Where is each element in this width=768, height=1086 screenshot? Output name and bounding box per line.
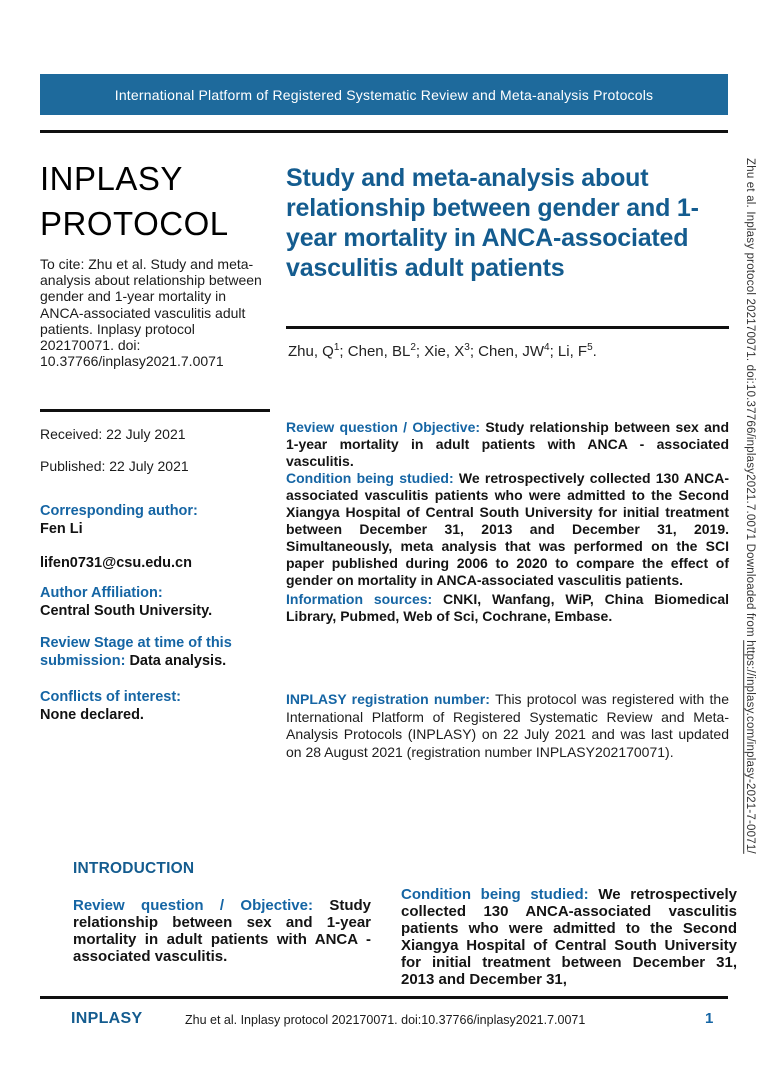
published-date: Published: 22 July 2021 [40,458,189,474]
introduction-condition-paragraph [401,886,737,988]
review-stage-value: Data analysis. [129,653,227,669]
divider-footer [40,996,728,999]
condition-paragraph [286,470,729,589]
sidebar-vertical-text: Zhu et al. Inplasy protocol 202170071. doi:10.37766/inplasy2021.7.0071 Downloaded from [744,158,756,641]
review-question-text: Study relationship between sex and 1-year mortality in adult patients with ANCA - associated vasculitis. [286,419,729,469]
introduction-condition-label: Condition being studied: [401,886,599,903]
introduction-right-column [401,886,737,988]
left-column [40,156,270,796]
review-question-label: Review question / Objective: [286,419,486,435]
condition-text: We retrospectively collected 130 ANCA-associated vasculitis patients who were admitted to the Second Xiangya Hospital of Central South University for initial treatment between December 31, 2013 and December 31, 2019. Simultaneously, meta analysis that was performed on the SCI paper published during 2006 to 2020 to compare the effect of gender on mortality in ANCA-associated vasculitis patients. [286,470,729,588]
corresponding-author-value: Fen Li [40,521,83,537]
conflicts-label: Conflicts of interest: [40,689,181,705]
corresponding-author-block [40,502,270,538]
sidebar-vertical-link[interactable]: https://inplasy.com/inplasy-2021-7-0071/ [744,640,756,854]
information-sources-text: CNKI, Wanfang, WiP, China Biomedical Library, Pubmed, Web of Sci, Cochrane, Embase. [286,591,729,624]
email-block [40,554,270,572]
divider-title [286,326,729,329]
conflicts-value: None declared. [40,707,144,723]
divider-left-column [40,409,270,412]
received-date: Received: 22 July 2021 [40,426,186,442]
masthead-logo [40,156,229,246]
conflicts-block [40,688,270,724]
authors-line: Zhu, $Q^1$; Chen, $BL^2$; Xie, $X^3$; Chen, $JW^4$; Li, $F^5$. [288,342,597,360]
introduction-review-question-text: Study relationship between sex and 1-year mortality in adult patients with ANCA - associated vasculitis. [73,897,371,965]
review-question-paragraph [286,419,729,470]
registration-text: This protocol was registered with the International Platform of Registered Systematic Review and Meta-Analysis Protocols (INPLASY) on 22 July 2021 and was last updated on 28 August 2021 (registration number INPLASY202170071). [286,691,729,760]
sidebar-vertical-note [744,158,756,1063]
article-title: Study and meta-analysis about relationship between gender and 1-year mortality in ANCA-associated vasculitis adult patients [286,164,699,282]
email-value: lifen0731@csu.edu.cn [40,555,192,571]
review-stage-block [40,634,270,670]
information-sources-label: Information sources: [286,591,444,607]
information-sources-paragraph [286,591,729,625]
affiliation-value: Central South University. [40,603,213,619]
corresponding-author-label: Corresponding author: [40,503,198,519]
condition-label: Condition being studied: [286,470,459,486]
introduction-heading: INTRODUCTION [73,860,195,877]
registration-label: INPLASY registration number: [286,691,496,707]
footer-logo: INPLASY [71,1010,143,1027]
masthead-line2: PROTOCOL [40,205,229,242]
abstract-body [286,419,729,625]
masthead-line1: INPLASY [40,160,183,197]
platform-banner-text: International Platform of Registered Systematic Review and Meta-analysis Protocols [114,86,654,103]
platform-banner [40,74,728,115]
introduction-review-question-label: Review question / Objective: [73,897,330,914]
introduction-review-question-paragraph [73,897,371,965]
review-stage-label: Review Stage at time of this submission: [40,635,232,669]
affiliation-label: Author Affiliation: [40,585,163,601]
footer-citation: Zhu et al. Inplasy protocol 202170071. doi:10.37766/inplasy2021.7.0071 [185,1013,586,1027]
right-column [286,163,729,863]
registration-paragraph [286,691,729,761]
affiliation-block [40,584,270,620]
introduction-left-column [73,860,371,965]
citation-note: To cite: Zhu et al. Study and meta-analysis about relationship between gender and 1-year mortality in ANCA-associated vasculitis adult patients. Inplasy protocol 202170071. doi: 10.37766/inplasy2021.7.0071 [40,256,262,370]
introduction-condition-text: We retrospectively collected 130 ANCA-associated vasculitis patients who were admitted to the Second Xiangya Hospital of Central South University for initial treatment between December 31, 2013 and December 31, [401,886,737,988]
page-number: 1 [705,1010,714,1027]
divider-top [40,130,728,133]
